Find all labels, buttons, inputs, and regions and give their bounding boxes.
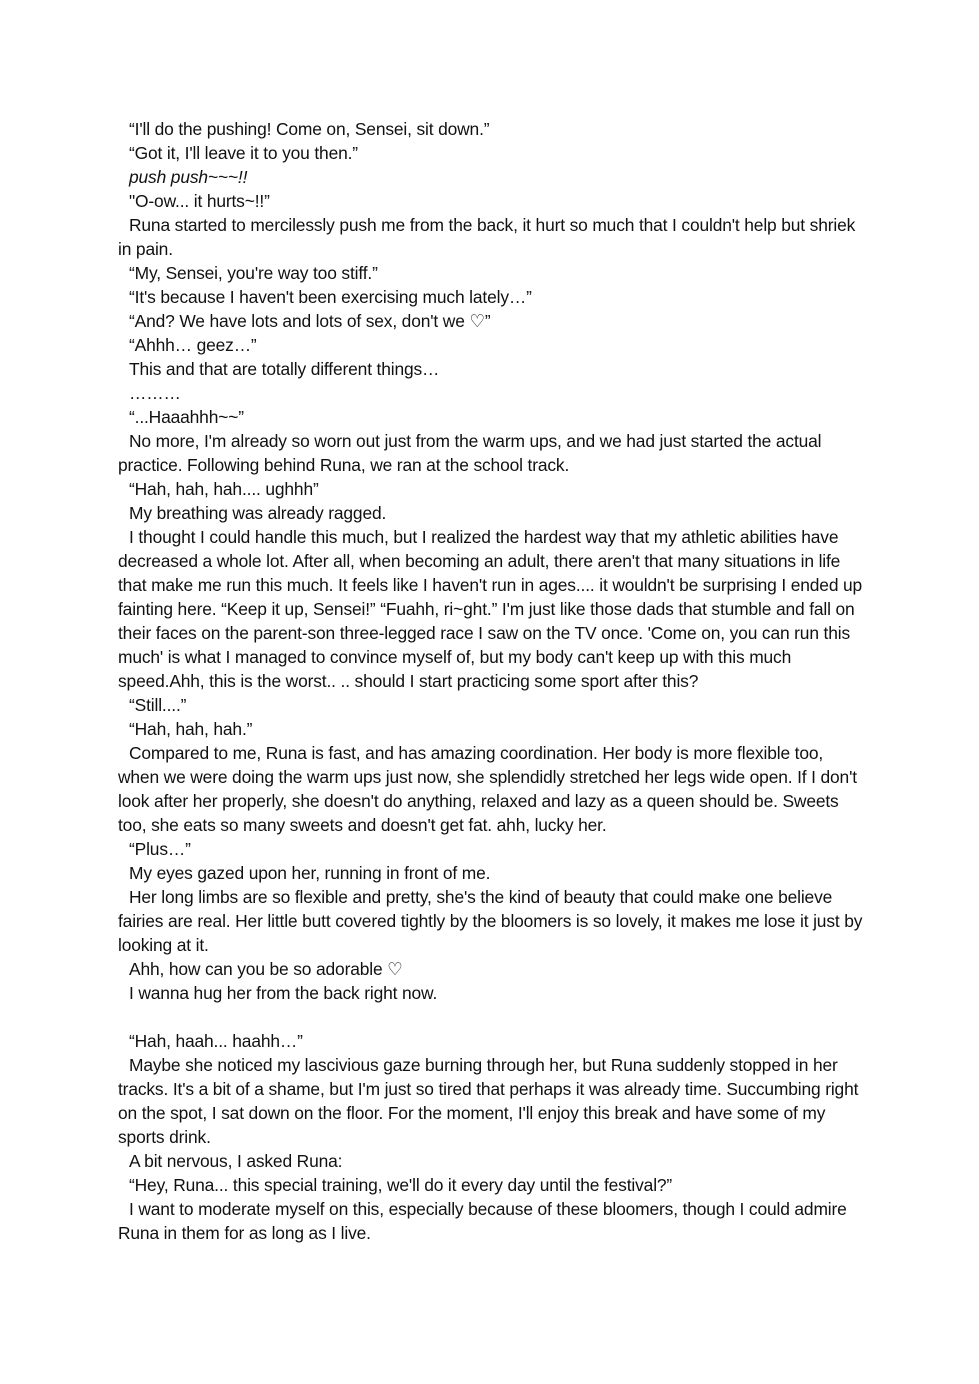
narration-paragraph: A bit nervous, I asked Runa: bbox=[129, 1151, 343, 1171]
narration-paragraph: Ahh, how can you be so adorable ♡ bbox=[129, 959, 403, 979]
dialogue-line: “Still....” bbox=[129, 695, 187, 715]
dialogue-line: “And? We have lots and lots of sex, don't we ♡” bbox=[129, 311, 491, 331]
dialogue-line: “Got it, I'll leave it to you then.” bbox=[129, 143, 358, 163]
dialogue-line: “Ahhh… geez…” bbox=[129, 335, 257, 355]
narration-paragraph: My breathing was already ragged. bbox=[129, 503, 387, 523]
document-page bbox=[118, 117, 863, 1245]
dialogue-line: “I'll do the pushing! Come on, Sensei, sit down.” bbox=[129, 119, 490, 139]
narration-paragraph: Compared to me, Runa is fast, and has amazing coordination. Her body is more flexible too, when we were doing the warm ups just now, she splendidly stretched her legs wide open. If I don't look after her properly, she doesn't do anything, relaxed and lazy as a queen should be. Sweets too, she eats so many sweets and doesn't get fat. ahh, lucky her. bbox=[118, 743, 857, 835]
dialogue-line: “Hah, haah... haahh…” bbox=[129, 1031, 303, 1051]
dialogue-line: “Hey, Runa... this special training, we'll do it every day until the festival?” bbox=[129, 1175, 673, 1195]
blank-line bbox=[118, 1005, 863, 1029]
narration-paragraph: I thought I could handle this much, but I realized the hardest way that my athletic abilities have decreased a whole lot. After all, when becoming an adult, there aren't that many situations in life that make me run this much. It feels like I haven't run in ages.... it wouldn't be surprising I ended up fainting here. “Keep it up, Sensei!” “Fuahh, ri~ght.” I'm just like those dads that stumble and fall on their faces on the parent-son three-legged race I saw on the TV once. 'Come on, you can run this much' is what I managed to convince myself of, but my body can't keep up with this much speed.Ahh, this is the worst.. .. should I start practicing some sport after this? bbox=[118, 527, 863, 691]
dialogue-line: “My, Sensei, you're way too stiff.” bbox=[129, 263, 378, 283]
scene-break-ellipsis: ……… bbox=[129, 383, 181, 403]
narration-paragraph: I want to moderate myself on this, especially because of these bloomers, though I could admire Runa in them for as long as I live. bbox=[118, 1199, 847, 1243]
dialogue-line: “Hah, hah, hah.” bbox=[129, 719, 253, 739]
narration-paragraph: Her long limbs are so flexible and pretty, she's the kind of beauty that could make one believe fairies are real. Her little butt covered tightly by the bloomers is so lovely, it makes me lose it just by looking at it. bbox=[118, 887, 863, 955]
dialogue-line: "O-ow... it hurts~!!” bbox=[129, 191, 270, 211]
dialogue-line: “Plus…” bbox=[129, 839, 191, 859]
narration-paragraph: Runa started to mercilessly push me from the back, it hurt so much that I couldn't help but shriek in pain. bbox=[118, 215, 856, 259]
narration-paragraph: No more, I'm already so worn out just from the warm ups, and we had just started the actual practice. Following behind Runa, we ran at the school track. bbox=[118, 431, 822, 475]
narration-paragraph: This and that are totally different things… bbox=[129, 359, 440, 379]
dialogue-line: “It's because I haven't been exercising much lately…” bbox=[129, 287, 532, 307]
sound-effect-line: push push~~~!! bbox=[129, 167, 248, 187]
narration-paragraph: I wanna hug her from the back right now. bbox=[129, 983, 438, 1003]
narration-paragraph: Maybe she noticed my lascivious gaze burning through her, but Runa suddenly stopped in her tracks. It's a bit of a shame, but I'm just so tired that perhaps it was already time. Succumbing right on the spot, I sat down on the floor. For the moment, I'll enjoy this break and have some of my sports drink. bbox=[118, 1055, 859, 1147]
dialogue-line: “Hah, hah, hah.... ughhh” bbox=[129, 479, 319, 499]
dialogue-line: “...Haaahhh~~” bbox=[129, 407, 244, 427]
narration-paragraph: My eyes gazed upon her, running in front of me. bbox=[129, 863, 491, 883]
